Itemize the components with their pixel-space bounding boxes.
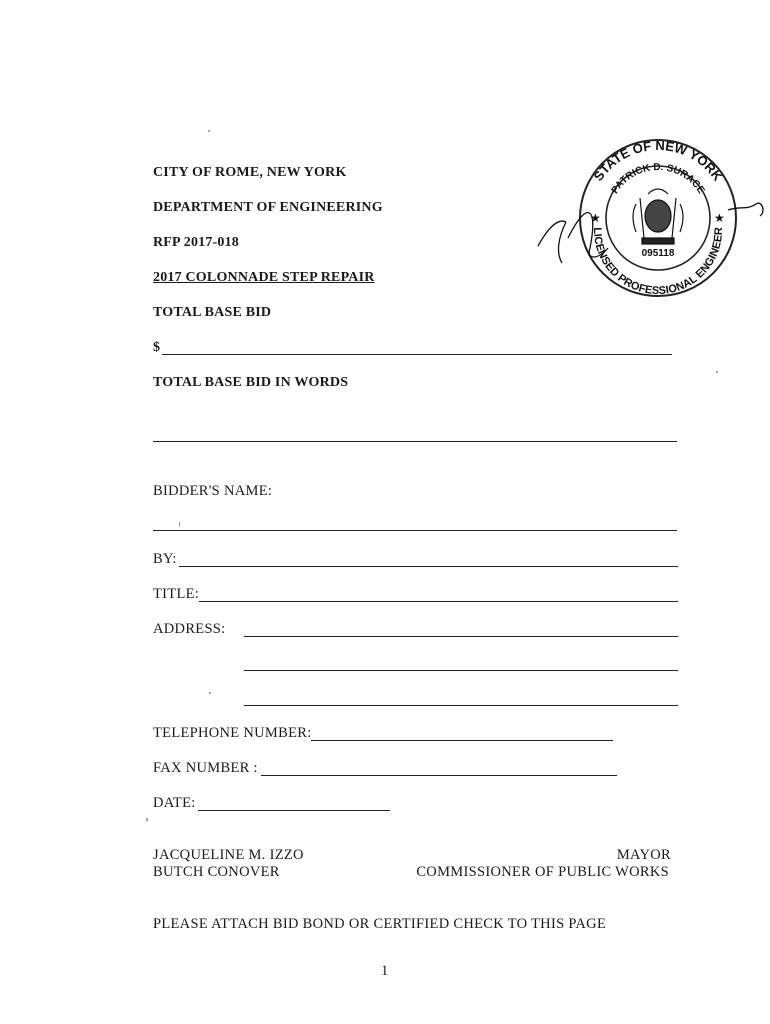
seal-engineer-name: PATRICK D. SURACE xyxy=(609,161,707,196)
scan-speck xyxy=(716,371,718,373)
mayor-title: MAYOR xyxy=(616,847,671,863)
address-label: ADDRESS: xyxy=(153,621,226,637)
address-line-3[interactable] xyxy=(244,705,678,706)
address-line-1[interactable] xyxy=(244,636,678,637)
scan-speck xyxy=(208,130,210,132)
svg-text:PATRICK D. SURACE xyxy=(610,162,707,196)
telephone-label: TELEPHONE NUMBER: xyxy=(153,725,312,741)
date-label: DATE: xyxy=(153,795,196,811)
bid-bond-instruction: PLEASE ATTACH BID BOND OR CERTIFIED CHECK TO THIS PAGE xyxy=(153,916,607,932)
page-number: 1 xyxy=(381,963,389,979)
seal-state-text: STATE OF NEW YORK xyxy=(590,138,726,184)
svg-text:★: ★ xyxy=(590,211,601,225)
dollar-sign: $ xyxy=(153,340,161,355)
engineer-seal xyxy=(528,138,768,308)
svg-text:★: ★ xyxy=(714,211,725,225)
rfp-number: RFP 2017-018 xyxy=(153,235,240,250)
by-label: BY: xyxy=(153,551,177,567)
seal-graphic xyxy=(528,138,768,308)
total-base-bid-words-label: TOTAL BASE BID IN WORDS xyxy=(153,375,349,390)
address-line-2[interactable] xyxy=(244,670,678,671)
total-base-bid-label: TOTAL BASE BID xyxy=(153,305,272,320)
scan-speck xyxy=(209,692,211,694)
bidders-name-label: BIDDER'S NAME: xyxy=(153,483,273,499)
commissioner-title: COMMISSIONER OF PUBLIC WORKS xyxy=(416,864,669,880)
total-base-bid-field[interactable] xyxy=(162,354,672,355)
scan-speck xyxy=(146,818,148,821)
commissioner-name: BUTCH CONOVER xyxy=(153,864,280,880)
title-label: TITLE: xyxy=(153,586,200,602)
fax-field[interactable] xyxy=(261,775,617,776)
fax-label: FAX NUMBER : xyxy=(153,760,258,776)
bidders-name-field[interactable] xyxy=(153,530,677,531)
scan-speck xyxy=(179,522,180,527)
title-field[interactable] xyxy=(199,601,678,602)
svg-text:STATE OF NEW YORK xyxy=(590,138,725,184)
seal-license-number: 095118 xyxy=(641,248,675,259)
total-base-bid-words-field[interactable] xyxy=(153,441,677,442)
seal-license-text: LICENSED PROFESSIONAL ENGINEER xyxy=(590,227,726,298)
department-heading: DEPARTMENT OF ENGINEERING xyxy=(153,200,383,215)
date-field[interactable] xyxy=(198,810,390,811)
project-title: 2017 COLONNADE STEP REPAIR xyxy=(153,270,375,285)
telephone-field[interactable] xyxy=(311,740,613,741)
mayor-name: JACQUELINE M. IZZO xyxy=(153,847,304,863)
city-heading: CITY OF ROME, NEW YORK xyxy=(153,165,347,180)
by-field[interactable] xyxy=(179,566,678,567)
